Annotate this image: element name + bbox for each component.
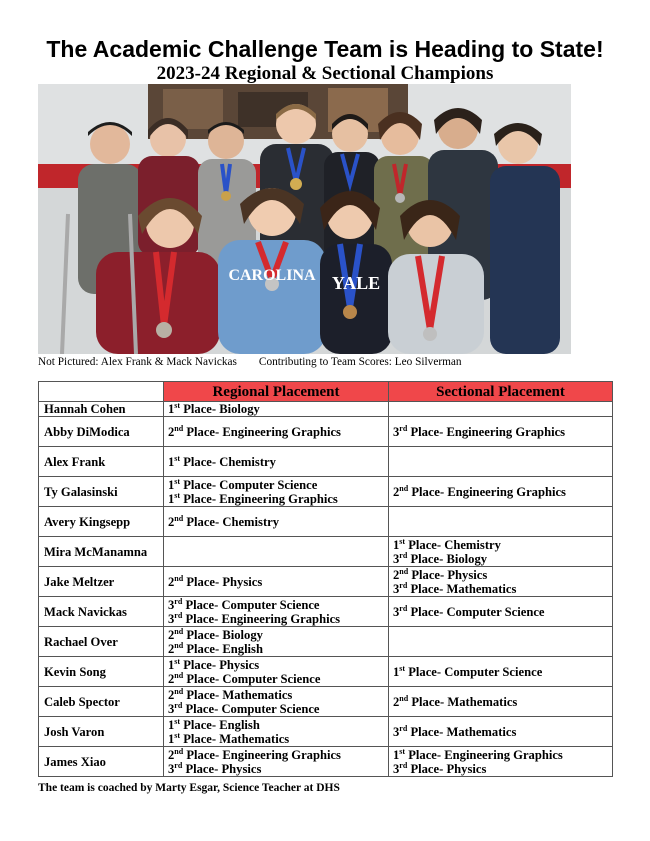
table-row [39, 537, 613, 567]
regional-placement [168, 718, 384, 732]
place-suffix: st [174, 476, 181, 486]
not-pictured-note: Not Pictured: Alex Frank & Mack Navickas [38, 356, 237, 368]
regional-placement-cell [164, 687, 389, 717]
place-event: Place- Biology [180, 402, 260, 416]
place-number: 3 [393, 604, 400, 619]
table-row [39, 717, 613, 747]
place-suffix: rd [399, 580, 408, 590]
sectional-placement [393, 568, 608, 582]
sectional-placement [393, 582, 608, 596]
regional-placement [168, 612, 384, 626]
place-number: 3 [168, 597, 175, 612]
placement-table [38, 381, 613, 777]
place-number: 2 [168, 687, 175, 702]
regional-placement [168, 492, 384, 506]
sectional-placement-cell [389, 507, 613, 537]
photo-caption [38, 356, 598, 368]
student-name: Josh Varon [39, 717, 164, 747]
sectional-placement-cell [389, 477, 613, 507]
regional-placement-cell [164, 717, 389, 747]
sectional-placement [393, 748, 608, 762]
place-suffix: nd [399, 693, 409, 703]
place-suffix: st [174, 453, 181, 463]
regional-placement [168, 628, 384, 642]
place-number: 3 [168, 761, 175, 776]
place-event: Place- Chemistry [183, 514, 280, 529]
place-number: 1 [168, 454, 175, 469]
place-suffix: nd [174, 640, 184, 650]
sectional-placement [393, 485, 608, 499]
place-event: Place- English [180, 717, 260, 732]
coach-note: The team is coached by Marty Esgar, Science Teacher at DHS [38, 782, 340, 794]
place-suffix: rd [174, 700, 183, 710]
student-name: Mack Navickas [39, 597, 164, 627]
place-event: Place- Mathematics [183, 687, 293, 702]
place-suffix: nd [399, 566, 409, 576]
sectional-placement-cell [389, 567, 613, 597]
place-suffix: st [399, 663, 406, 673]
place-event: Place- Engineering Graphics [405, 747, 563, 762]
regional-placement [168, 732, 384, 746]
sectional-placement [393, 695, 608, 709]
place-number: 1 [393, 664, 400, 679]
sectional-placement-cell [389, 687, 613, 717]
sectional-placement-cell [389, 627, 613, 657]
place-number: 1 [168, 657, 175, 672]
place-suffix: st [174, 730, 181, 740]
place-number: 3 [393, 724, 400, 739]
place-event: Place- Engineering Graphics [407, 424, 566, 439]
sectional-placement [393, 725, 608, 739]
sectional-placement [393, 552, 608, 566]
place-number: 1 [393, 537, 400, 552]
place-number: 1 [168, 477, 175, 492]
place-event: Place- Engineering Graphics [408, 484, 566, 499]
student-name: Alex Frank [39, 447, 164, 477]
sectional-placement [393, 605, 608, 619]
regional-placement-cell [164, 567, 389, 597]
place-number: 2 [168, 641, 175, 656]
table-row [39, 477, 613, 507]
table-row [39, 402, 613, 417]
regional-placement [168, 762, 384, 776]
regional-placement [168, 598, 384, 612]
place-event: Place- Physics [183, 574, 263, 589]
place-event: Place- Mathematics [408, 694, 518, 709]
place-suffix: nd [174, 423, 184, 433]
place-event: Place- Engineering Graphics [180, 491, 338, 506]
place-number: 1 [168, 717, 175, 732]
table-row [39, 627, 613, 657]
student-name: Mira McManamna [39, 537, 164, 567]
place-suffix: nd [174, 670, 184, 680]
regional-placement [168, 402, 384, 416]
sectional-placement-cell [389, 597, 613, 627]
place-suffix: nd [174, 746, 184, 756]
sectional-placement-cell [389, 417, 613, 447]
sectional-placement-cell [389, 657, 613, 687]
shirt-text-carolina: CAROLINA [228, 267, 316, 284]
header-sectional-placement: Sectional Placement [389, 382, 613, 402]
place-suffix: nd [174, 686, 184, 696]
student-name: Rachael Over [39, 627, 164, 657]
place-suffix: nd [174, 626, 184, 636]
place-number: 2 [168, 424, 175, 439]
student-name: Jake Meltzer [39, 567, 164, 597]
regional-placement-cell [164, 597, 389, 627]
sectional-placement-cell [389, 447, 613, 477]
place-number: 3 [168, 611, 175, 626]
place-event: Place- Computer Science [183, 671, 321, 686]
place-event: Place- Mathematics [407, 581, 517, 596]
sectional-placement-cell [389, 537, 613, 567]
regional-placement [168, 455, 384, 469]
place-event: Place- Chemistry [405, 537, 501, 552]
place-event: Place- Mathematics [180, 731, 290, 746]
table-row [39, 747, 613, 777]
regional-placement-cell [164, 657, 389, 687]
sectional-placement [393, 665, 608, 679]
place-event: Place- Physics [408, 567, 488, 582]
regional-placement-cell [164, 417, 389, 447]
place-suffix: rd [399, 723, 408, 733]
place-number: 3 [393, 581, 400, 596]
table-header-row [39, 382, 613, 402]
student-name: Avery Kingsepp [39, 507, 164, 537]
team-photo-illustration [38, 84, 571, 354]
sectional-placement-cell [389, 402, 613, 417]
regional-placement [168, 688, 384, 702]
student-name: James Xiao [39, 747, 164, 777]
place-event: Place- Engineering Graphics [183, 747, 341, 762]
regional-placement [168, 478, 384, 492]
place-suffix: rd [399, 760, 408, 770]
place-number: 1 [168, 491, 175, 506]
place-number: 1 [393, 747, 400, 762]
place-number: 3 [393, 761, 400, 776]
place-number: 2 [393, 567, 400, 582]
place-event: Place- Computer Science [182, 597, 320, 612]
page-subtitle: 2023-24 Regional & Sectional Champions [156, 63, 494, 84]
place-suffix: rd [174, 760, 183, 770]
sectional-placement [393, 762, 608, 776]
place-event: Place- English [183, 641, 263, 656]
place-suffix: st [399, 746, 406, 756]
regional-placement-cell [164, 507, 389, 537]
place-number: 3 [393, 424, 400, 439]
regional-placement [168, 575, 384, 589]
page-title: The Academic Challenge Team is Heading to State! [46, 36, 604, 62]
place-number: 2 [168, 627, 175, 642]
place-event: Place- Computer Science [405, 664, 543, 679]
table-row [39, 567, 613, 597]
place-number: 2 [393, 694, 400, 709]
place-suffix: rd [174, 610, 183, 620]
place-event: Place- Biology [183, 627, 263, 642]
place-number: 3 [393, 551, 400, 566]
place-event: Place- Biology [407, 551, 488, 566]
shirt-text-yale: YALE [331, 273, 381, 293]
place-suffix: st [174, 656, 181, 666]
regional-placement [168, 515, 384, 529]
student-name: Hannah Cohen [39, 402, 164, 417]
table-row [39, 657, 613, 687]
place-number: 2 [393, 484, 400, 499]
place-event: Place- Physics [407, 761, 487, 776]
place-number: 3 [168, 701, 175, 716]
regional-placement-cell [164, 447, 389, 477]
place-event: Place- Physics [182, 761, 262, 776]
place-number: 2 [168, 671, 175, 686]
place-suffix: st [174, 490, 181, 500]
contributing-note: Contributing to Team Scores: Leo Silverman [258, 356, 462, 368]
sectional-placement-cell [389, 717, 613, 747]
regional-placement-cell [164, 747, 389, 777]
regional-placement-cell [164, 477, 389, 507]
regional-placement-cell [164, 537, 389, 567]
place-suffix: nd [399, 483, 409, 493]
table-body [39, 402, 613, 777]
place-number: 2 [168, 747, 175, 762]
sectional-placement [393, 538, 608, 552]
team-photo [38, 84, 571, 354]
place-event: Place- Engineering Graphics [182, 611, 341, 626]
place-number: 2 [168, 574, 175, 589]
place-event: Place- Engineering Graphics [183, 424, 341, 439]
place-number: 2 [168, 514, 175, 529]
regional-placement [168, 672, 384, 686]
place-event: Place- Computer Science [182, 701, 320, 716]
place-suffix: rd [399, 603, 408, 613]
place-suffix: rd [174, 596, 183, 606]
table-row [39, 447, 613, 477]
student-name: Ty Galasinski [39, 477, 164, 507]
regional-placement-cell [164, 402, 389, 417]
table-row [39, 507, 613, 537]
regional-placement [168, 658, 384, 672]
place-event: Place- Chemistry [180, 454, 276, 469]
place-suffix: rd [399, 423, 408, 433]
place-suffix: st [174, 716, 181, 726]
sectional-placement-cell [389, 747, 613, 777]
place-suffix: nd [174, 573, 184, 583]
regional-placement [168, 642, 384, 656]
place-suffix: st [399, 536, 406, 546]
regional-placement-cell [164, 627, 389, 657]
table-row [39, 417, 613, 447]
place-number: 1 [168, 402, 175, 416]
sectional-placement [393, 425, 608, 439]
place-event: Place- Mathematics [407, 724, 517, 739]
regional-placement [168, 748, 384, 762]
header-cell-blank [39, 382, 164, 402]
table-row [39, 597, 613, 627]
table-row [39, 687, 613, 717]
place-event: Place- Computer Science [407, 604, 545, 619]
student-name: Caleb Spector [39, 687, 164, 717]
place-event: Place- Physics [180, 657, 260, 672]
place-number: 1 [168, 731, 175, 746]
place-suffix: st [174, 400, 181, 410]
regional-placement [168, 425, 384, 439]
student-name: Abby DiModica [39, 417, 164, 447]
place-suffix: rd [399, 550, 408, 560]
header-regional-placement: Regional Placement [164, 382, 389, 402]
place-suffix: nd [174, 513, 184, 523]
regional-placement [168, 702, 384, 716]
place-event: Place- Computer Science [180, 477, 318, 492]
student-name: Kevin Song [39, 657, 164, 687]
